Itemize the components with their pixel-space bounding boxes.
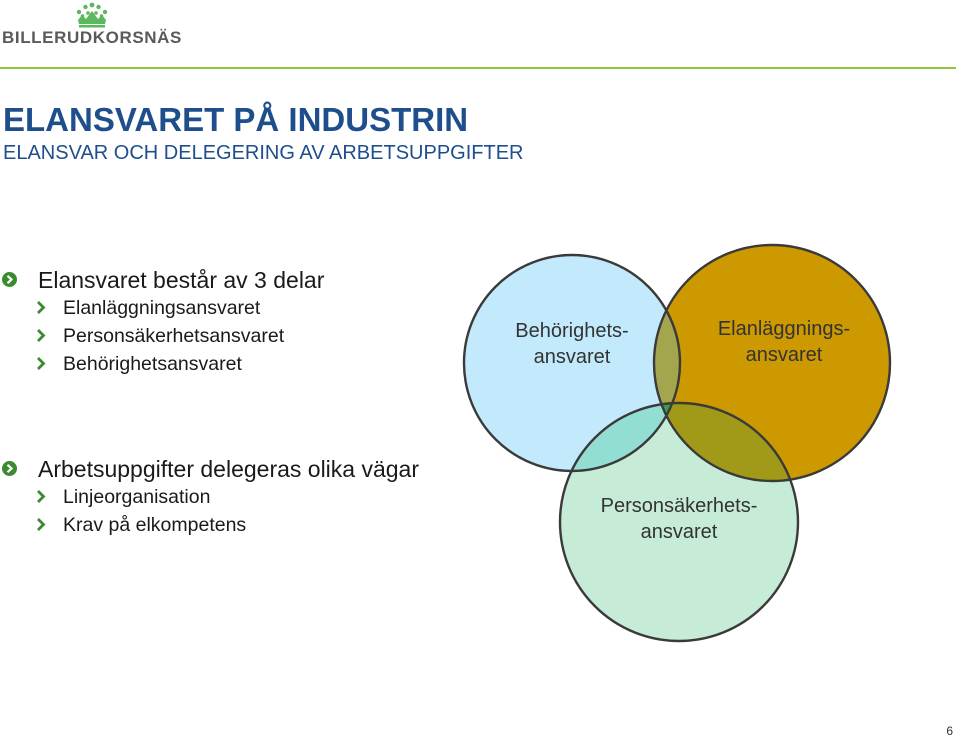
label-line: Personsäkerhets- bbox=[600, 495, 758, 517]
venn-label-elanlaggning bbox=[694, 316, 874, 368]
sub-bullet-text: Linjeorganisation bbox=[63, 486, 211, 508]
label-line: ansvaret bbox=[640, 521, 718, 543]
venn-label-personsakerhet bbox=[574, 493, 784, 545]
sub-bullet-text: Krav på elkompetens bbox=[63, 514, 247, 536]
label-line: Elanläggnings- bbox=[717, 318, 851, 340]
bullet-main-text: Elansvaret består av 3 delar bbox=[38, 267, 325, 293]
slide-title: ELANSVARET PÅ INDUSTRIN bbox=[3, 101, 469, 138]
venn-label-behorighet bbox=[492, 318, 652, 370]
label-line: ansvaret bbox=[745, 344, 823, 366]
label-line: ansvaret bbox=[533, 346, 611, 368]
bullet-main-text: Arbetsuppgifter delegeras olika vägar bbox=[38, 456, 420, 482]
page-number: 6 bbox=[946, 724, 953, 738]
sub-bullet-text: Personsäkerhetsansvaret bbox=[63, 325, 285, 347]
label-line: Behörighets- bbox=[515, 320, 629, 342]
sub-bullet-text: Elanläggningsansvaret bbox=[63, 297, 261, 319]
slide-subtitle: ELANSVAR OCH DELEGERING AV ARBETSUPPGIFTER bbox=[3, 142, 524, 164]
logo-text: BILLERUDKORSNÄS bbox=[2, 28, 182, 47]
sub-bullet-text: Behörighetsansvaret bbox=[63, 353, 242, 375]
